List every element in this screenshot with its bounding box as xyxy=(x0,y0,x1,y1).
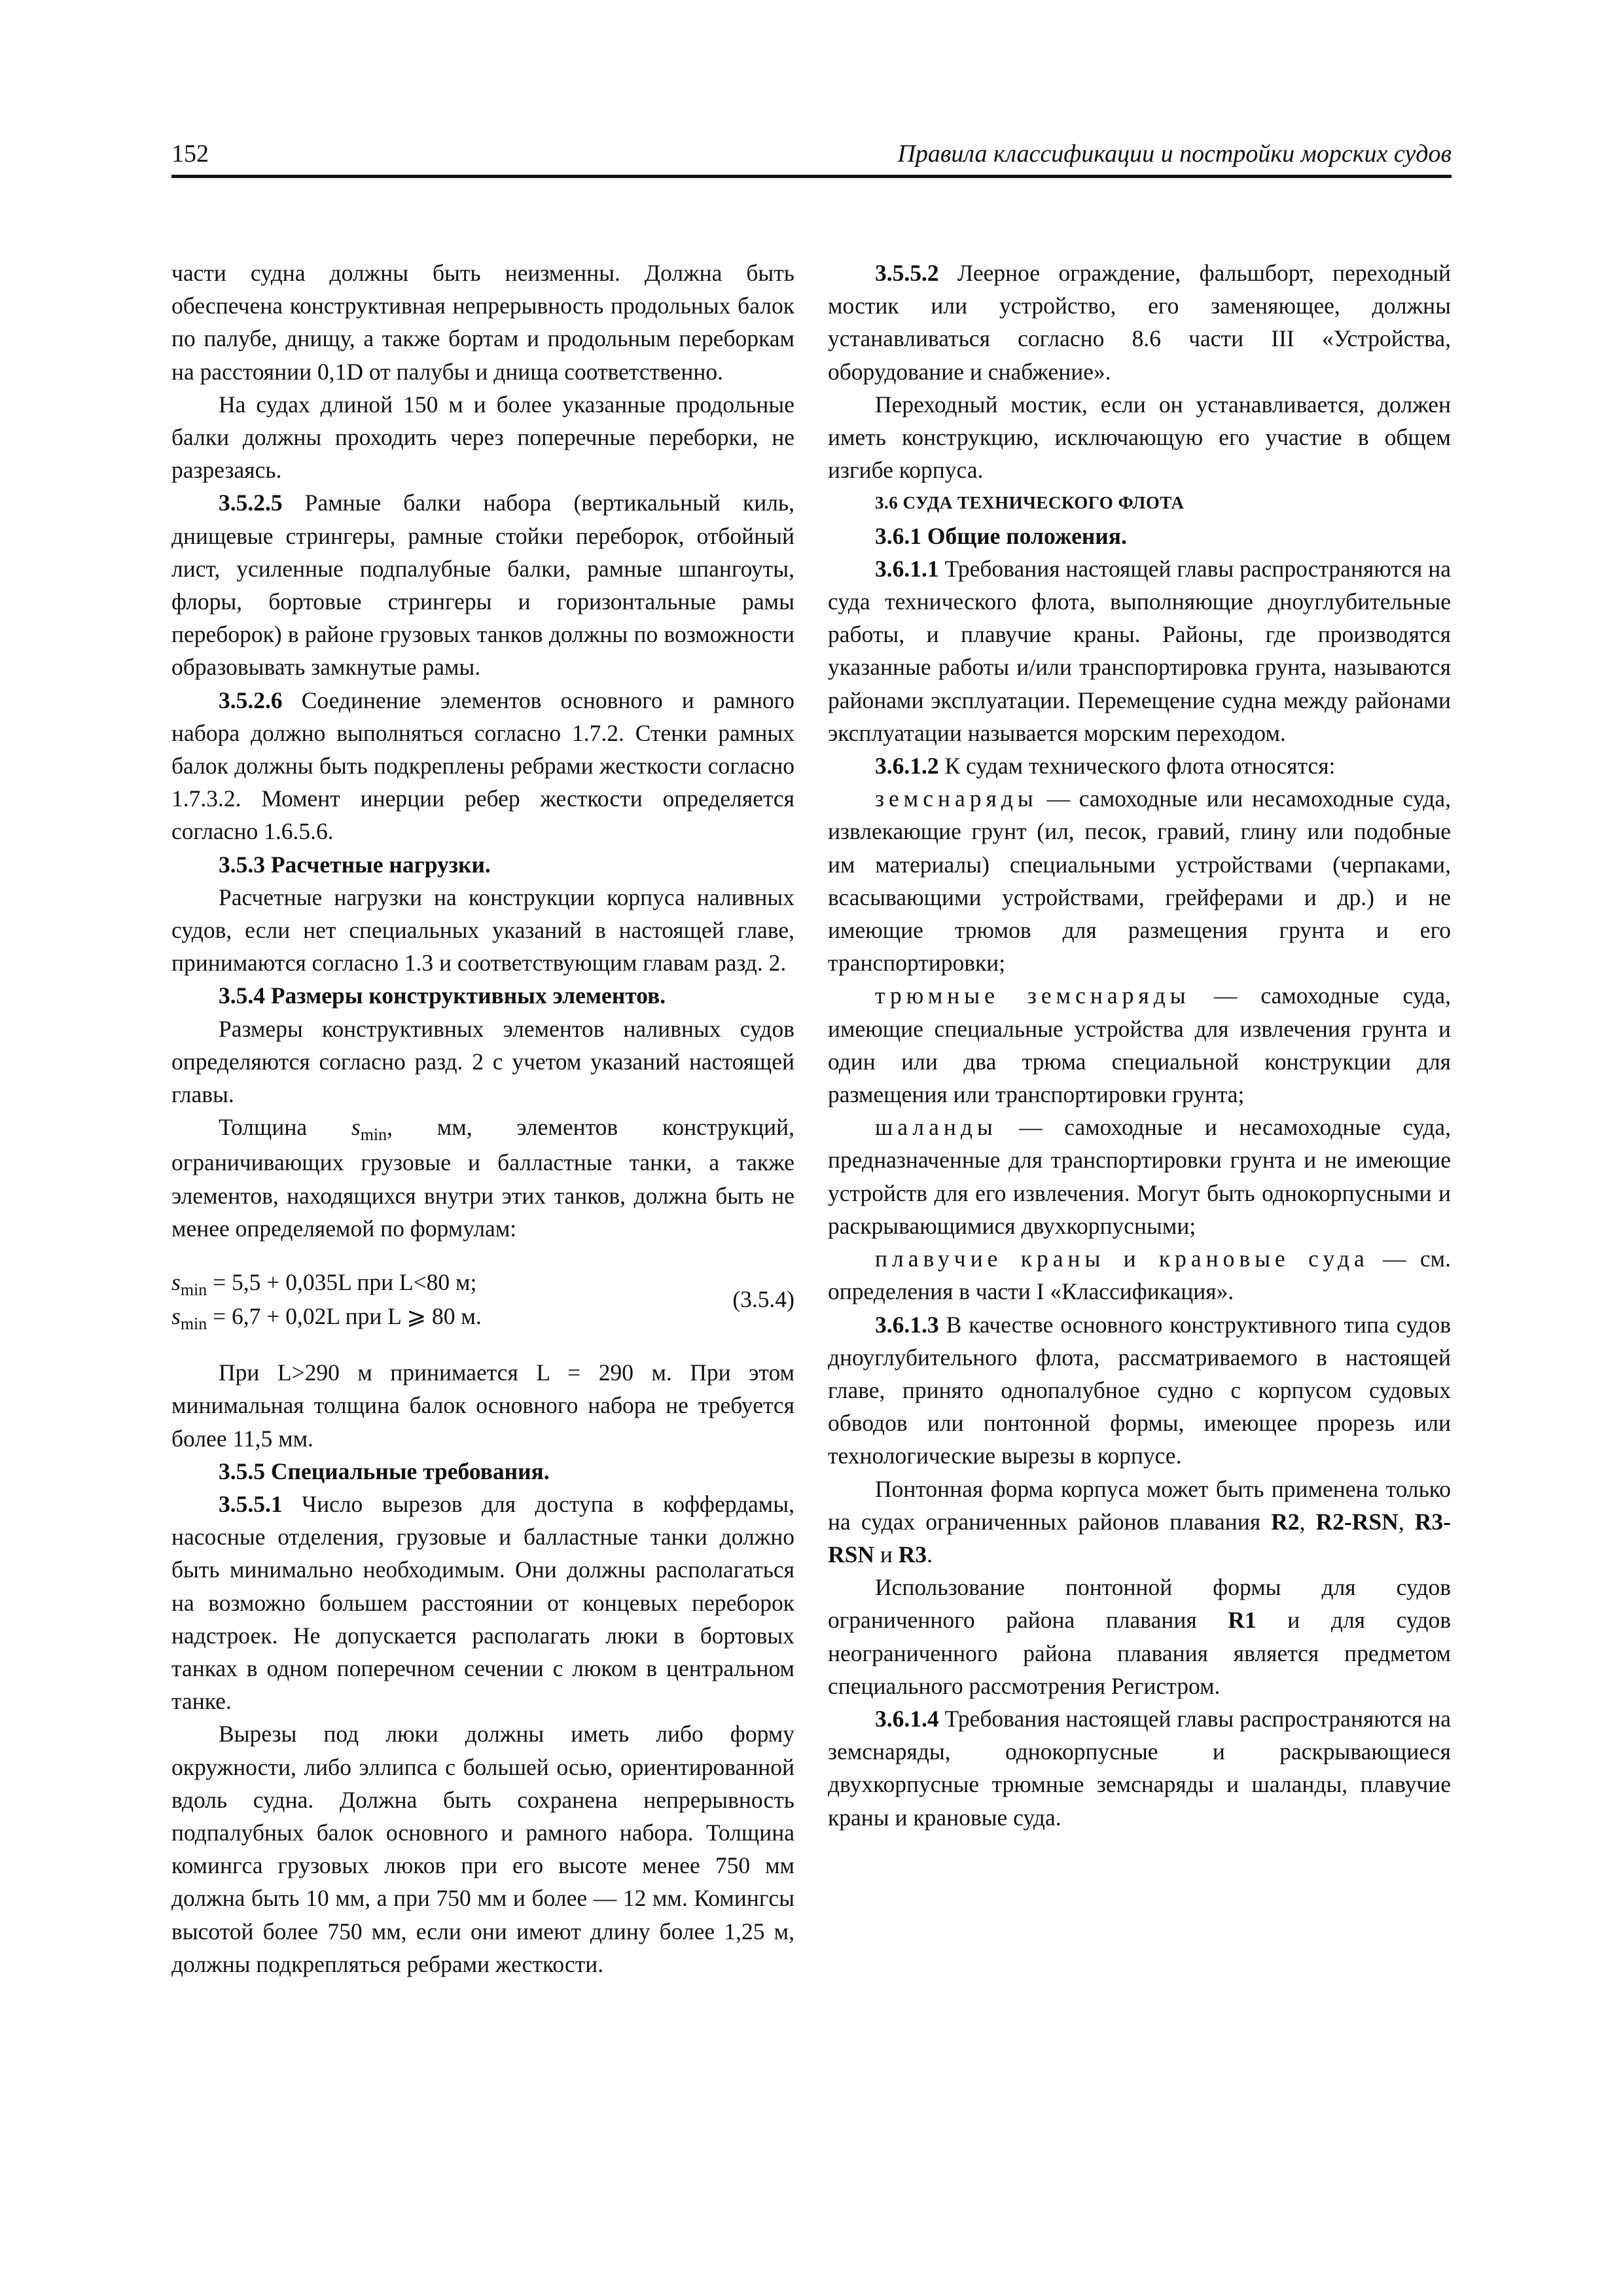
paragraph: 3.5.5.2 Леерное ограждение, фальшборт, переходный мостик или устройство, его заменяющее, должны устанавливаться согласно 8.6 части III «Устройства, оборудование и снабжение». xyxy=(828,260,1451,385)
paragraph: 3.6.1.3 В качестве основного конструктивного типа судов дноуглубительного флота, рассматриваемого в настоящей главе, принято однопалубное судно с корпусом судовых обводов или понтонной формы, имеющее прорезь или технологические вырезы в корпусе. xyxy=(828,1311,1451,1469)
defined-term: трюмные земснаряды xyxy=(875,982,1190,1009)
paragraph: При L>290 м принимается L = 290 м. При этом минимальная толщина балок основного набора не требуется более 11,5 мм. xyxy=(171,1359,794,1452)
paragraph: части судна должны быть неизменны. Должна быть обеспечена конструктивная непрерывность продольных балок по палубе, днищу, а также бортам и продольным переборкам на расстоянии 0,1D от палубы и днища соответственно. xyxy=(171,260,794,385)
paragraph: Вырезы под люки должны иметь либо форму окружности, либо эллипса с большей осью, ориентированной вдоль судна. Должна быть сохранена непрерывность подпалубных балок основного и рамного набора. Толщина комингса грузовых люков при его высоте менее 750 мм должна быть 10 мм, а при 750 мм и более — 12 мм. Комингсы высотой более 750 мм, если они имеют длину более 1,25 м, должны подкрепляться ребрами жесткости. xyxy=(171,1721,794,1977)
definition-item: земснаряды — самоходные или несамоходные суда, извлекающие грунт (ил, песок, гравий, глину или подобные им материалы) специальными устройствами (черпаками, всасывающими устройствами, грейферами и др.) и не имеющие трюмов для размещения грунта и его транспортировки; xyxy=(828,785,1451,977)
navigation-area-code: R3-RSN xyxy=(828,1508,1451,1568)
clause-number: 3.6.1.1 xyxy=(875,555,939,582)
clause-number: 3.6.1.4 xyxy=(875,1705,939,1732)
section-title: 3.6 СУДА ТЕХНИЧЕСКОГО ФЛОТА xyxy=(875,493,1185,513)
subsection-heading: 3.5.4 Размеры конструктивных элементов. xyxy=(219,982,666,1009)
paragraph: Использование понтонной формы для судов ограниченного района плавания R1 и для судов неограниченного района плавания является предметом специального рассмотрения Регистром. xyxy=(828,1574,1452,1699)
subsection-heading: 3.5.5 Специальные требования. xyxy=(219,1458,550,1484)
clause-number: 3.5.2.6 xyxy=(219,687,283,713)
defined-term: земснаряды xyxy=(875,785,1038,812)
formula-number: (3.5.4) xyxy=(732,1286,794,1313)
paragraph: 3.6.1.1 Требования настоящей главы распространяются на суда технического флота, выполняющие дноуглубительные работы, и плавучие краны. Районы, где производятся указанные работы и/или транспортировка грунта, называются районами эксплуатации. Перемещение судна между районами эксплуатации называется морским переходом. xyxy=(828,555,1451,746)
paragraph: На судах длиной 150 м и более указанные продольные балки должны проходить через поперечные переборки, не разрезаясь. xyxy=(171,391,794,484)
definition-item: шаланды — самоходные и несамоходные суда, предназначенные для транспортировки грунта и не имеющие устройств для его извлечения. Могут быть однокорпусными и раскрывающимися двухкорпусными; xyxy=(828,1114,1451,1239)
navigation-area-code: R2 xyxy=(1271,1508,1300,1535)
defined-term: плавучие краны и крановые суда xyxy=(875,1246,1369,1272)
running-title: Правила классификации и постройки морских судов xyxy=(897,140,1452,168)
page-number: 152 xyxy=(171,140,209,168)
paragraph: 3.5.2.6 Соединение элементов основного и рамного набора должно выполняться согласно 1.7.2. Стенки рамных балок должны быть подкреплены ребрами жесткости согласно 1.7.3.2. Момент инерции ребер жесткости определяется согласно 1.6.5.6. xyxy=(171,687,794,845)
definition-item: трюмные земснаряды — самоходные суда, имеющие специальные устройства для извлечения грунта и один или два трюма специальной конструкции для размещения или транспортировки грунта; xyxy=(828,982,1451,1108)
paragraph: 3.6.1.4 Требования настоящей главы распространяются на земснаряды, однокорпусные и раскрывающиеся двухкорпусные трюмные земснаряды и шаланды, плавучие краны и крановые суда. xyxy=(828,1705,1451,1831)
defined-term: шаланды xyxy=(875,1114,997,1141)
clause-number: 3.5.5.1 xyxy=(219,1490,283,1517)
navigation-area-code: R1 xyxy=(1228,1607,1257,1634)
paragraph: Переходный мостик, если он устанавливается, должен иметь конструкцию, исключающую его участие в общем изгибе корпуса. xyxy=(828,391,1451,484)
paragraph: Размеры конструктивных элементов наливных судов определяются согласно разд. 2 с учетом указаний настоящей главы. xyxy=(171,1015,794,1108)
navigation-area-code: R3 xyxy=(898,1541,927,1568)
formula-line: $s_{min} = 6,7 + 0,02L$ при L ⩾ 80 м. xyxy=(171,1303,482,1334)
formula-line: $s_{min} = 5,5 + 0,035L$ при L<80 м; xyxy=(171,1269,477,1300)
formula-block xyxy=(171,1259,794,1339)
right-column xyxy=(828,257,1451,1834)
clause-number: 3.5.5.2 xyxy=(875,260,939,286)
clause-number: 3.6.1.2 xyxy=(875,753,939,780)
definition-item: плавучие краны и крановые суда — см. определения в части I «Классификация». xyxy=(828,1246,1451,1305)
paragraph: Толщина $s_{min}$, мм, элементов конструкций, ограничивающих грузовые и балластные танки, а также элементов, находящихся внутри этих танков, должна быть не менее определяемой по формулам: xyxy=(171,1114,794,1242)
paragraph: 3.5.2.5 Рамные балки набора (вертикальный киль, днищевые стрингеры, рамные стойки переборок, отбойный лист, усиленные подпалубные балки, рамные шпангоуты, флоры, бортовые стрингеры и горизонтальные рамы переборок) в районе грузовых танков должны по возможности образовывать замкнутые рамы. xyxy=(171,490,794,681)
clause-number: 3.5.2.5 xyxy=(219,490,283,516)
left-column xyxy=(171,257,794,1981)
subsection-heading: 3.5.3 Расчетные нагрузки. xyxy=(219,851,491,878)
paragraph: Расчетные нагрузки на конструкции корпуса наливных судов, если нет специальных указаний в настоящей главе, принимаются согласно 1.3 и соответствующим главам разд. 2. xyxy=(171,884,794,977)
paragraph: 3.6.1.2 К судам технического флота относятся: xyxy=(875,753,1336,780)
paragraph: 3.5.5.1 Число вырезов для доступа в коффердамы, насосные отделения, грузовые и балластные танки должно быть минимально необходимым. Они должны располагаться на возможно большем расстоянии от концевых переборок надстроек. Не допускается располагать люки в бортовых танках в одном поперечном сечении с люком в центральном танке. xyxy=(171,1490,794,1715)
paragraph: Понтонная форма корпуса может быть применена только на судах ограниченных районов плавания R2, R2-RSN, R3-RSN и R3. xyxy=(828,1475,1451,1568)
navigation-area-code: R2-RSN xyxy=(1315,1508,1399,1535)
page-header xyxy=(171,134,1452,178)
subsection-heading: 3.6.1 Общие положения. xyxy=(875,522,1127,549)
clause-number: 3.6.1.3 xyxy=(875,1311,939,1338)
